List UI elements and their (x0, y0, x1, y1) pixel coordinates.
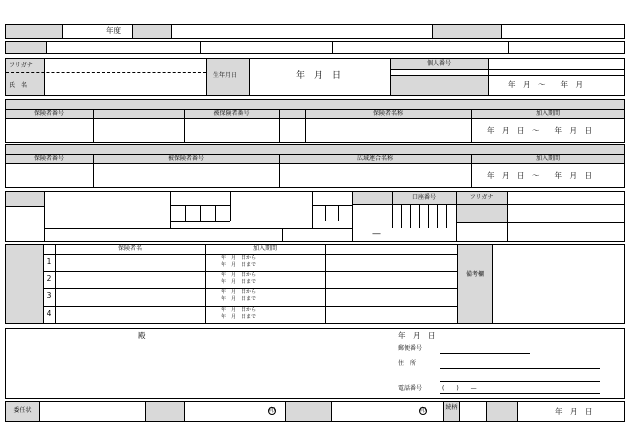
history-row-from[interactable]: 年 月 日から (221, 289, 257, 295)
history-row-to[interactable]: 年 月 日まで (221, 279, 257, 285)
remarks-label: 備考欄 (465, 271, 484, 278)
personal-number-input[interactable] (492, 60, 620, 69)
nhi-col-period: 加入期間 (535, 110, 560, 117)
year-unit: 年度 (106, 26, 121, 35)
declaration-section (5, 328, 625, 399)
history-row-number: 2 (46, 274, 52, 283)
holder-furigana-label: フリガナ (469, 194, 494, 201)
history-row-from[interactable]: 年 月 日から (221, 272, 257, 278)
application-form-row (5, 41, 625, 54)
addressee-suffix: 殿 (138, 331, 146, 340)
elderly-col-period: 加入期間 (535, 155, 560, 162)
delegate-seal-circle (419, 407, 427, 415)
delegation-date-value[interactable]: 年 月 日 (555, 407, 593, 416)
name-label: 氏 名 (9, 82, 28, 89)
history-row-number: 3 (46, 291, 52, 300)
elderly-col-union-name: 広域連合名称 (356, 155, 393, 162)
target-year-input[interactable] (64, 26, 104, 37)
furigana-label: フリガナ (9, 62, 33, 69)
elderly-col-insured-number: 被保険者番号 (167, 155, 204, 162)
elderly-period-value[interactable]: 年 月 日 ～ 年 月 日 (487, 171, 592, 180)
phone-value[interactable]: ( ) — (442, 385, 477, 392)
personal-number-label: 個人番号 (427, 60, 452, 67)
elderly-union-name-input[interactable] (282, 166, 468, 185)
application-number-input[interactable] (503, 26, 621, 37)
insured-history-section (5, 244, 625, 324)
history-col-period: 加入期間 (252, 245, 277, 252)
delegate-seal: 印 (420, 407, 427, 414)
delegation-label: 委任状 (13, 407, 32, 414)
nhi-insurer-name-input[interactable] (308, 121, 468, 140)
history-row-number: 1 (46, 257, 52, 266)
account-dash: — (372, 229, 381, 239)
history-col-insurer-name: 保険者名 (117, 245, 142, 252)
nhi-col-insurer-number: 保険者番号 (33, 110, 64, 117)
nhi-col-insured-number: 被保険者番号 (213, 110, 250, 117)
elderly-insured-number-input[interactable] (96, 166, 276, 185)
address-label: 住 所 (398, 360, 417, 367)
delegator-seal: 印 (269, 407, 276, 414)
holder-name-input[interactable] (510, 206, 622, 226)
history-row-number: 4 (46, 309, 52, 318)
history-row-from[interactable]: 年 月 日から (221, 255, 257, 261)
nhi-col-insurer-name: 保険者名称 (372, 110, 403, 117)
delegator-seal-circle (268, 407, 276, 415)
postal-code-label: 郵便番号 (398, 345, 423, 352)
history-row-from[interactable]: 年 月 日から (221, 307, 257, 313)
nhi-insured-number-input[interactable] (187, 121, 276, 140)
nhi-insurer-number-input[interactable] (8, 121, 90, 140)
name-input[interactable] (48, 76, 203, 92)
phone-label: 電話番号 (398, 385, 423, 392)
nhi-symbol-input[interactable] (96, 121, 181, 140)
period-value[interactable]: 年 月 ～ 年 月 (508, 80, 583, 89)
history-row-to[interactable]: 年 月 日まで (221, 314, 257, 320)
history-row-to[interactable]: 年 月 日まで (221, 262, 257, 268)
nhi-period-value[interactable]: 年 月 日 ～ 年 月 日 (487, 126, 592, 135)
elderly-insurer-number-input[interactable] (8, 166, 90, 185)
furigana-input[interactable] (48, 60, 203, 71)
declaration-date[interactable]: 年 月 日 (398, 331, 436, 340)
relation-label: 続柄 (445, 404, 458, 411)
history-row-to[interactable]: 年 月 日まで (221, 296, 257, 302)
account-number-label: 口座番号 (411, 194, 436, 201)
holder-furigana-input[interactable] (510, 193, 622, 203)
birth-date-value[interactable]: 年 月 日 (296, 71, 342, 81)
elderly-col-insurer-number: 保険者番号 (33, 155, 64, 162)
birth-date-label: 生年月日 (213, 72, 238, 79)
